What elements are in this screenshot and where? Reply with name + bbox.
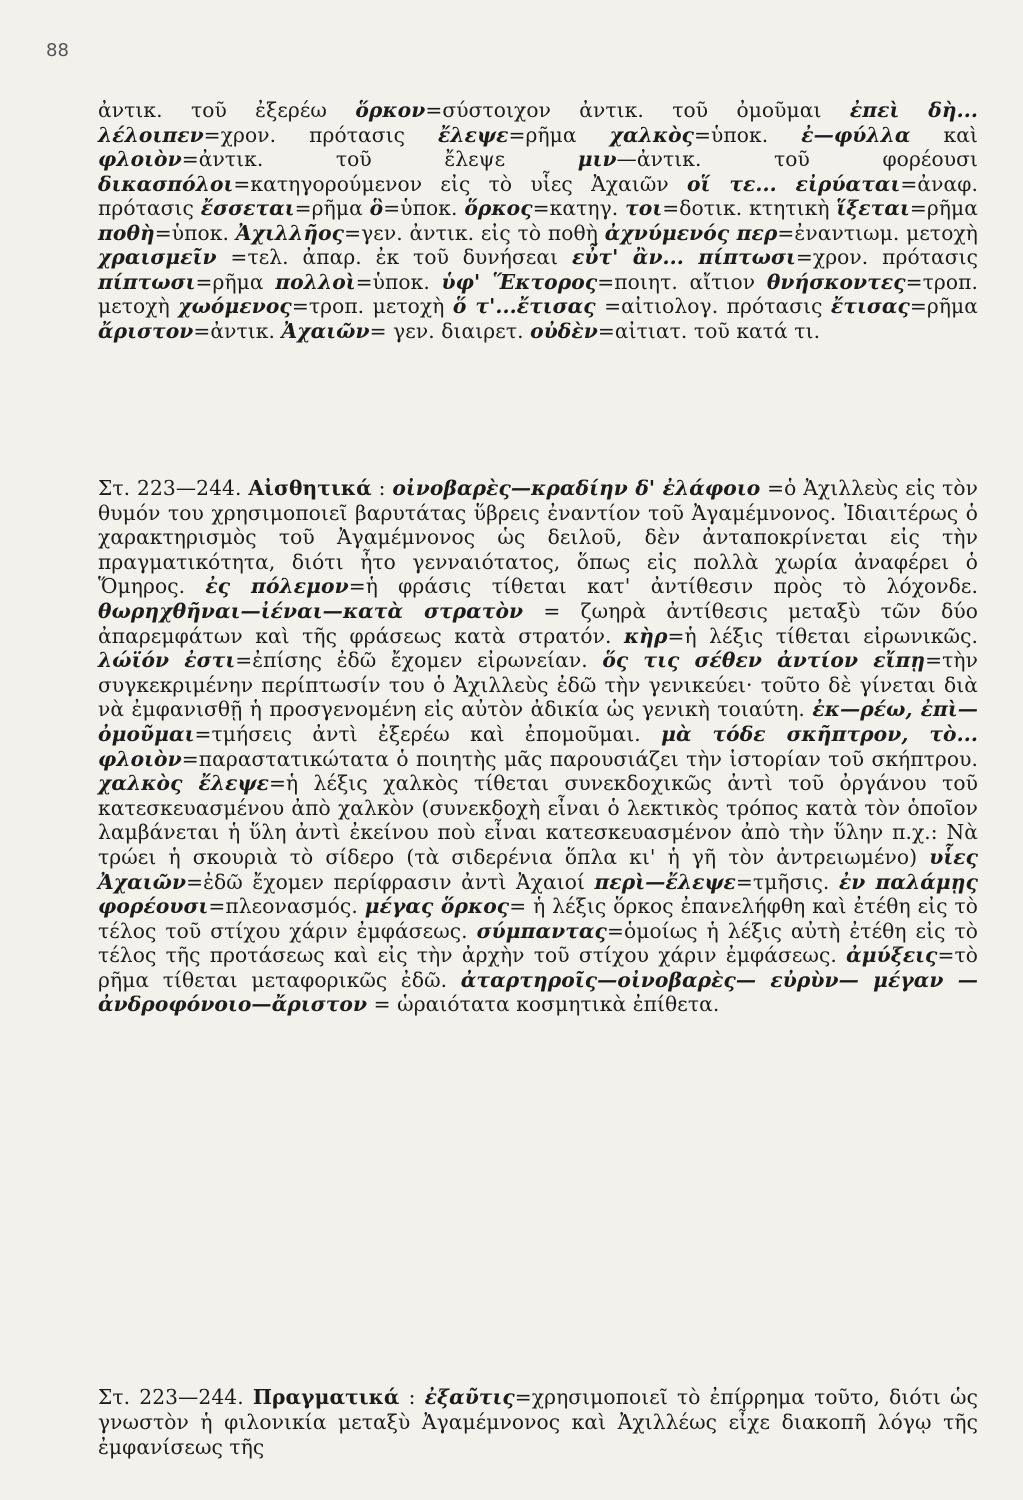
- term-run: περὶ—ἔλεψε: [594, 869, 736, 894]
- term-run: ὅς τις σέθεν ἀντίον εἴπῃ: [602, 648, 926, 673]
- page-number: 88: [46, 40, 69, 61]
- term-run: υἷες Ἀχαιῶν: [98, 844, 978, 894]
- paragraph-grammar-notes: [98, 98, 978, 343]
- text-run: =τμῆσις.: [735, 869, 839, 894]
- text-run: =τροπ. μετοχὴ: [98, 269, 979, 318]
- term-run: ὑφ' Ἕκτορος: [441, 269, 598, 294]
- term-run: ἐν παλάμῃς φορέουσι: [98, 869, 978, 919]
- term-run: φλοιὸν: [98, 147, 182, 171]
- paragraph-factual-notes: [98, 1385, 978, 1459]
- term-run: κὴρ: [623, 623, 668, 648]
- term-run: θωρηχθῆναι—ἰέναι—κατὰ στρατὸν: [98, 598, 524, 623]
- term-run: μιν: [577, 147, 617, 171]
- text-run: =τελ. ἀπαρ. ἐκ τοῦ δυνήσεαι: [216, 245, 572, 269]
- text-run: = ὡραιότατα κοσμητικὰ ἐπίθετα.: [367, 992, 720, 1017]
- text-run: =ὑποκ.: [694, 122, 802, 147]
- text-run: =τὴν συγκεκριμένην περίπτωσίν του ὁ Ἀχιλλεὺς ἐδῶ τὴν γενικεύει· τοῦτο δὲ γίνεται διὰ νὰ ἐμφανισθῇ ἡ προσγενομένη εἰς αὐτὸν ἀδικία ὡς γενικὴ τοιαύτη.: [98, 648, 978, 722]
- term-run: ἐς πόλεμον: [205, 574, 349, 599]
- term-run: ἔσσεται: [200, 196, 295, 220]
- text-run: =πλεονασμός.: [208, 894, 365, 919]
- text-run: = γεν. διαιρετ.: [369, 318, 531, 343]
- text-run: :: [371, 476, 393, 500]
- term-run: οἰνοβαρὲς—κραδίην δ' ἐλάφοιο: [392, 476, 761, 500]
- term-run: χραισμεῖν: [98, 245, 217, 269]
- term-run: τοι: [625, 196, 663, 220]
- term-run: χαλκὸς ἔλεψε: [98, 771, 269, 796]
- text-run: =ἡ λέξις χαλκὸς τίθεται συνεκδοχικῶς ἀντὶ τοῦ ὀργάνου τοῦ κατεσκευασμένου ἀπὸ χαλκὸν (συνεκδοχὴ εἶναι ὁ λεκτικὸς τρόπος κατὰ τὸν ὁποῖον λαμβάνεται ἡ ὕλη ἀντὶ ἐκείνου ποὺ εἶναι κατεσκευασμένον ἀπὸ τὴν ὕλην π.χ.: Νὰ τρώει ἡ σκουριὰ τὸ σίδερο (τὰ σιδερένια ὅπλα κι' ἡ γῆ τὸν ἀντρειωμένο): [98, 771, 978, 869]
- text-run: =ὑποκ.: [154, 220, 236, 245]
- text-run: =ὁμοίως ἡ λέξις αὐτὴ ἐτέθη εἰς τὸ τέλος τῆς προτάσεως καὶ εἰς τὴν ἀρχὴν τοῦ στίχου χάριν ἐμφάσεως.: [98, 918, 978, 968]
- text-run: =ρῆμα: [195, 269, 276, 294]
- text-run: =γεν. ἀντικ. εἰς τὸ ποθὴ: [344, 220, 605, 245]
- text-run: =σύστοιχον ἀντικ. τοῦ ὀμοῦμαι: [425, 98, 850, 122]
- text-run: καὶ: [910, 122, 979, 147]
- text-run: Στ. 223—244.: [98, 476, 249, 500]
- text-run: =ποιητ. αἴτιον: [597, 269, 767, 294]
- term-run: ὅρκον: [355, 98, 426, 122]
- text-run: =κατηγορούμενον εἰς τὸ υἷες Ἀχαιῶν: [233, 171, 688, 196]
- text-run: =ἀντικ. τοῦ ἔλεψε: [181, 147, 578, 171]
- text-run: = ζωηρὰ ἀντίθεσις μεταξὺ τῶν δύο ἀπαρεμφάτων καὶ τῆς φράσεως κατὰ στρατόν.: [98, 598, 978, 648]
- text-run: =χρον. πρότασις: [203, 122, 438, 147]
- text-run: =ἡ φράσις τίθεται κατ' ἀντίθεσιν πρὸς τὸ λόχονδε.: [348, 574, 979, 599]
- text-run: ἀντικ. τοῦ ἐξερέω: [98, 98, 356, 122]
- term-run: ὅρκος: [464, 196, 533, 220]
- text-run: =ἀντικ.: [193, 318, 282, 343]
- text-run: =ἡ λέξις τίθεται εἰρωνικῶς.: [667, 623, 978, 648]
- term-run: ἐπεὶ δὴ... λέλοιπεν: [98, 98, 979, 147]
- text-run: =τροπ. μετοχὴ: [291, 294, 453, 318]
- term-run: ἄριστον: [98, 318, 194, 343]
- text-run: =ρῆμα: [909, 196, 978, 220]
- term-run: μέγας ὅρκος: [364, 894, 510, 919]
- text-run: :: [399, 1385, 425, 1409]
- text-run: =τμήσεις ἀντὶ ἐξερέω καὶ ἐπομοῦμαι.: [194, 721, 662, 746]
- term-run: ἐξαῦτις: [424, 1385, 515, 1409]
- text-run: =κατηγ.: [532, 196, 626, 220]
- text-run: = ἡ λέξις ὅρκος ἐπανελήφθη καὶ ἐτέθη εἰς τὸ τέλος τοῦ στίχου χάριν ἐμφάσεως.: [98, 894, 979, 943]
- term-run: Ἀχιλλῆος: [235, 220, 345, 245]
- text-run: =χρησιμοποιεῖ τὸ ἐπίρρημα τοῦτο, διότι ὡς γνωστὸν ἡ φιλονικία μεταξὺ Ἀγαμέμνονος καὶ Ἀχιλλέως εἶχε διακοπῆ λόγῳ τῆς ἐμφανίσεως τῆς: [98, 1385, 978, 1459]
- term-run: ἐ—φύλλα: [801, 122, 911, 147]
- term-run: ὅ τ'...ἔτισας: [452, 294, 596, 318]
- text-run: =ὁ Ἀχιλλεὺς εἰς τὸν θυμόν του χρησιμοποιεῖ βαρυτάτας ὕβρεις ἐναντίον τοῦ Ἀγαμέμνονος. Ἰδιαιτέρως ὁ χαρακτηρισμὸς τοῦ Ἀγαμέμνονος ὡς δειλοῦ, δὲν ἀνταποκρίνεται εἰς τὴν πραγματικότητα, διότι ἦτο γενναιότατος, ὅπως εἰς πολλὰ χωρία ἀναφέρει ὁ Ὅμηρος.: [98, 476, 978, 599]
- term-run: οὐδὲν: [530, 318, 598, 343]
- term-run: λώϊόν ἐστι: [98, 648, 236, 673]
- text-run: =ρῆμα: [909, 294, 978, 318]
- term-run: Πραγματικά: [252, 1385, 400, 1409]
- term-run: Ἀχαιῶν: [281, 318, 370, 343]
- term-run: σύμπαντας: [476, 918, 607, 943]
- text-run: =αἰτιατ. τοῦ κατά τι.: [597, 318, 821, 343]
- term-run: μὰ τόδε σκῆπτρον, τὸ... φλοιὸν: [98, 721, 979, 771]
- text-run: =δοτικ. κτητικὴ: [662, 196, 837, 220]
- term-run: πίπτωσι: [98, 269, 196, 294]
- text-run: =ἐδῶ ἔχομεν περίφρασιν ἀντὶ Ἀχαιοί: [186, 869, 595, 894]
- term-run: χαλκὸς: [609, 122, 695, 147]
- text-run: Στ. 223—244.: [98, 1385, 253, 1409]
- text-run: =ὑποκ.: [383, 196, 465, 220]
- term-run: χωόμενος: [178, 294, 292, 318]
- text-run: =ἐπίσης ἐδῶ ἔχομεν εἰρωνείαν.: [235, 648, 603, 673]
- text-run: =ἐναντιωμ. μετοχὴ: [777, 220, 978, 245]
- text-run: =χρον. πρότασις: [795, 245, 978, 269]
- term-run: δικασπόλοι: [98, 171, 234, 196]
- text-run: =ρῆμα: [294, 196, 370, 220]
- term-run: οἵ τε... εἰρύαται: [687, 171, 901, 196]
- term-run: Αἰσθητικά: [248, 476, 372, 500]
- text-run: =ἀναφ. πρότασις: [98, 171, 978, 220]
- term-run: ἔτισας: [830, 294, 910, 318]
- term-run: ἀταρτηροῖς—οἰνοβαρὲς— εὐρὺν— μέγαν — ἀνδροφόνοιο—ἄριστον: [98, 967, 979, 1017]
- paragraph-aesthetic-notes: [98, 476, 978, 1017]
- text-run: =ρῆμα: [508, 122, 610, 147]
- term-run: ὃ: [369, 196, 384, 220]
- term-run: ἐκ—ρέω, ἐπὶ—ὀμοῦμαι: [98, 697, 978, 746]
- term-run: εὖτ' ἂν... πίπτωσι: [571, 245, 796, 269]
- text-run: =ὑποκ.: [355, 269, 442, 294]
- text-run: =παραστατικώτατα ὁ ποιητὴς μᾶς παρουσιάζει τὴν ἱστορίαν τοῦ σκήπτρου.: [181, 746, 978, 771]
- term-run: ἀχνύμενός περ: [604, 220, 778, 245]
- text-run: —ἀντικ. τοῦ φορέουσι: [616, 147, 978, 171]
- term-run: θνήσκοντες: [766, 269, 906, 294]
- term-run: πολλοὶ: [275, 269, 356, 294]
- text-run: =τὸ ρῆμα τίθεται μεταφορικῶς ἐδῶ.: [98, 943, 978, 992]
- term-run: ἀμύξεις: [846, 943, 938, 968]
- term-run: ἵξεται: [836, 196, 910, 220]
- term-run: ἔλεψε: [437, 122, 509, 147]
- term-run: ποθὴ: [98, 220, 155, 245]
- text-run: =αἰτιολογ. πρότασις: [595, 294, 831, 318]
